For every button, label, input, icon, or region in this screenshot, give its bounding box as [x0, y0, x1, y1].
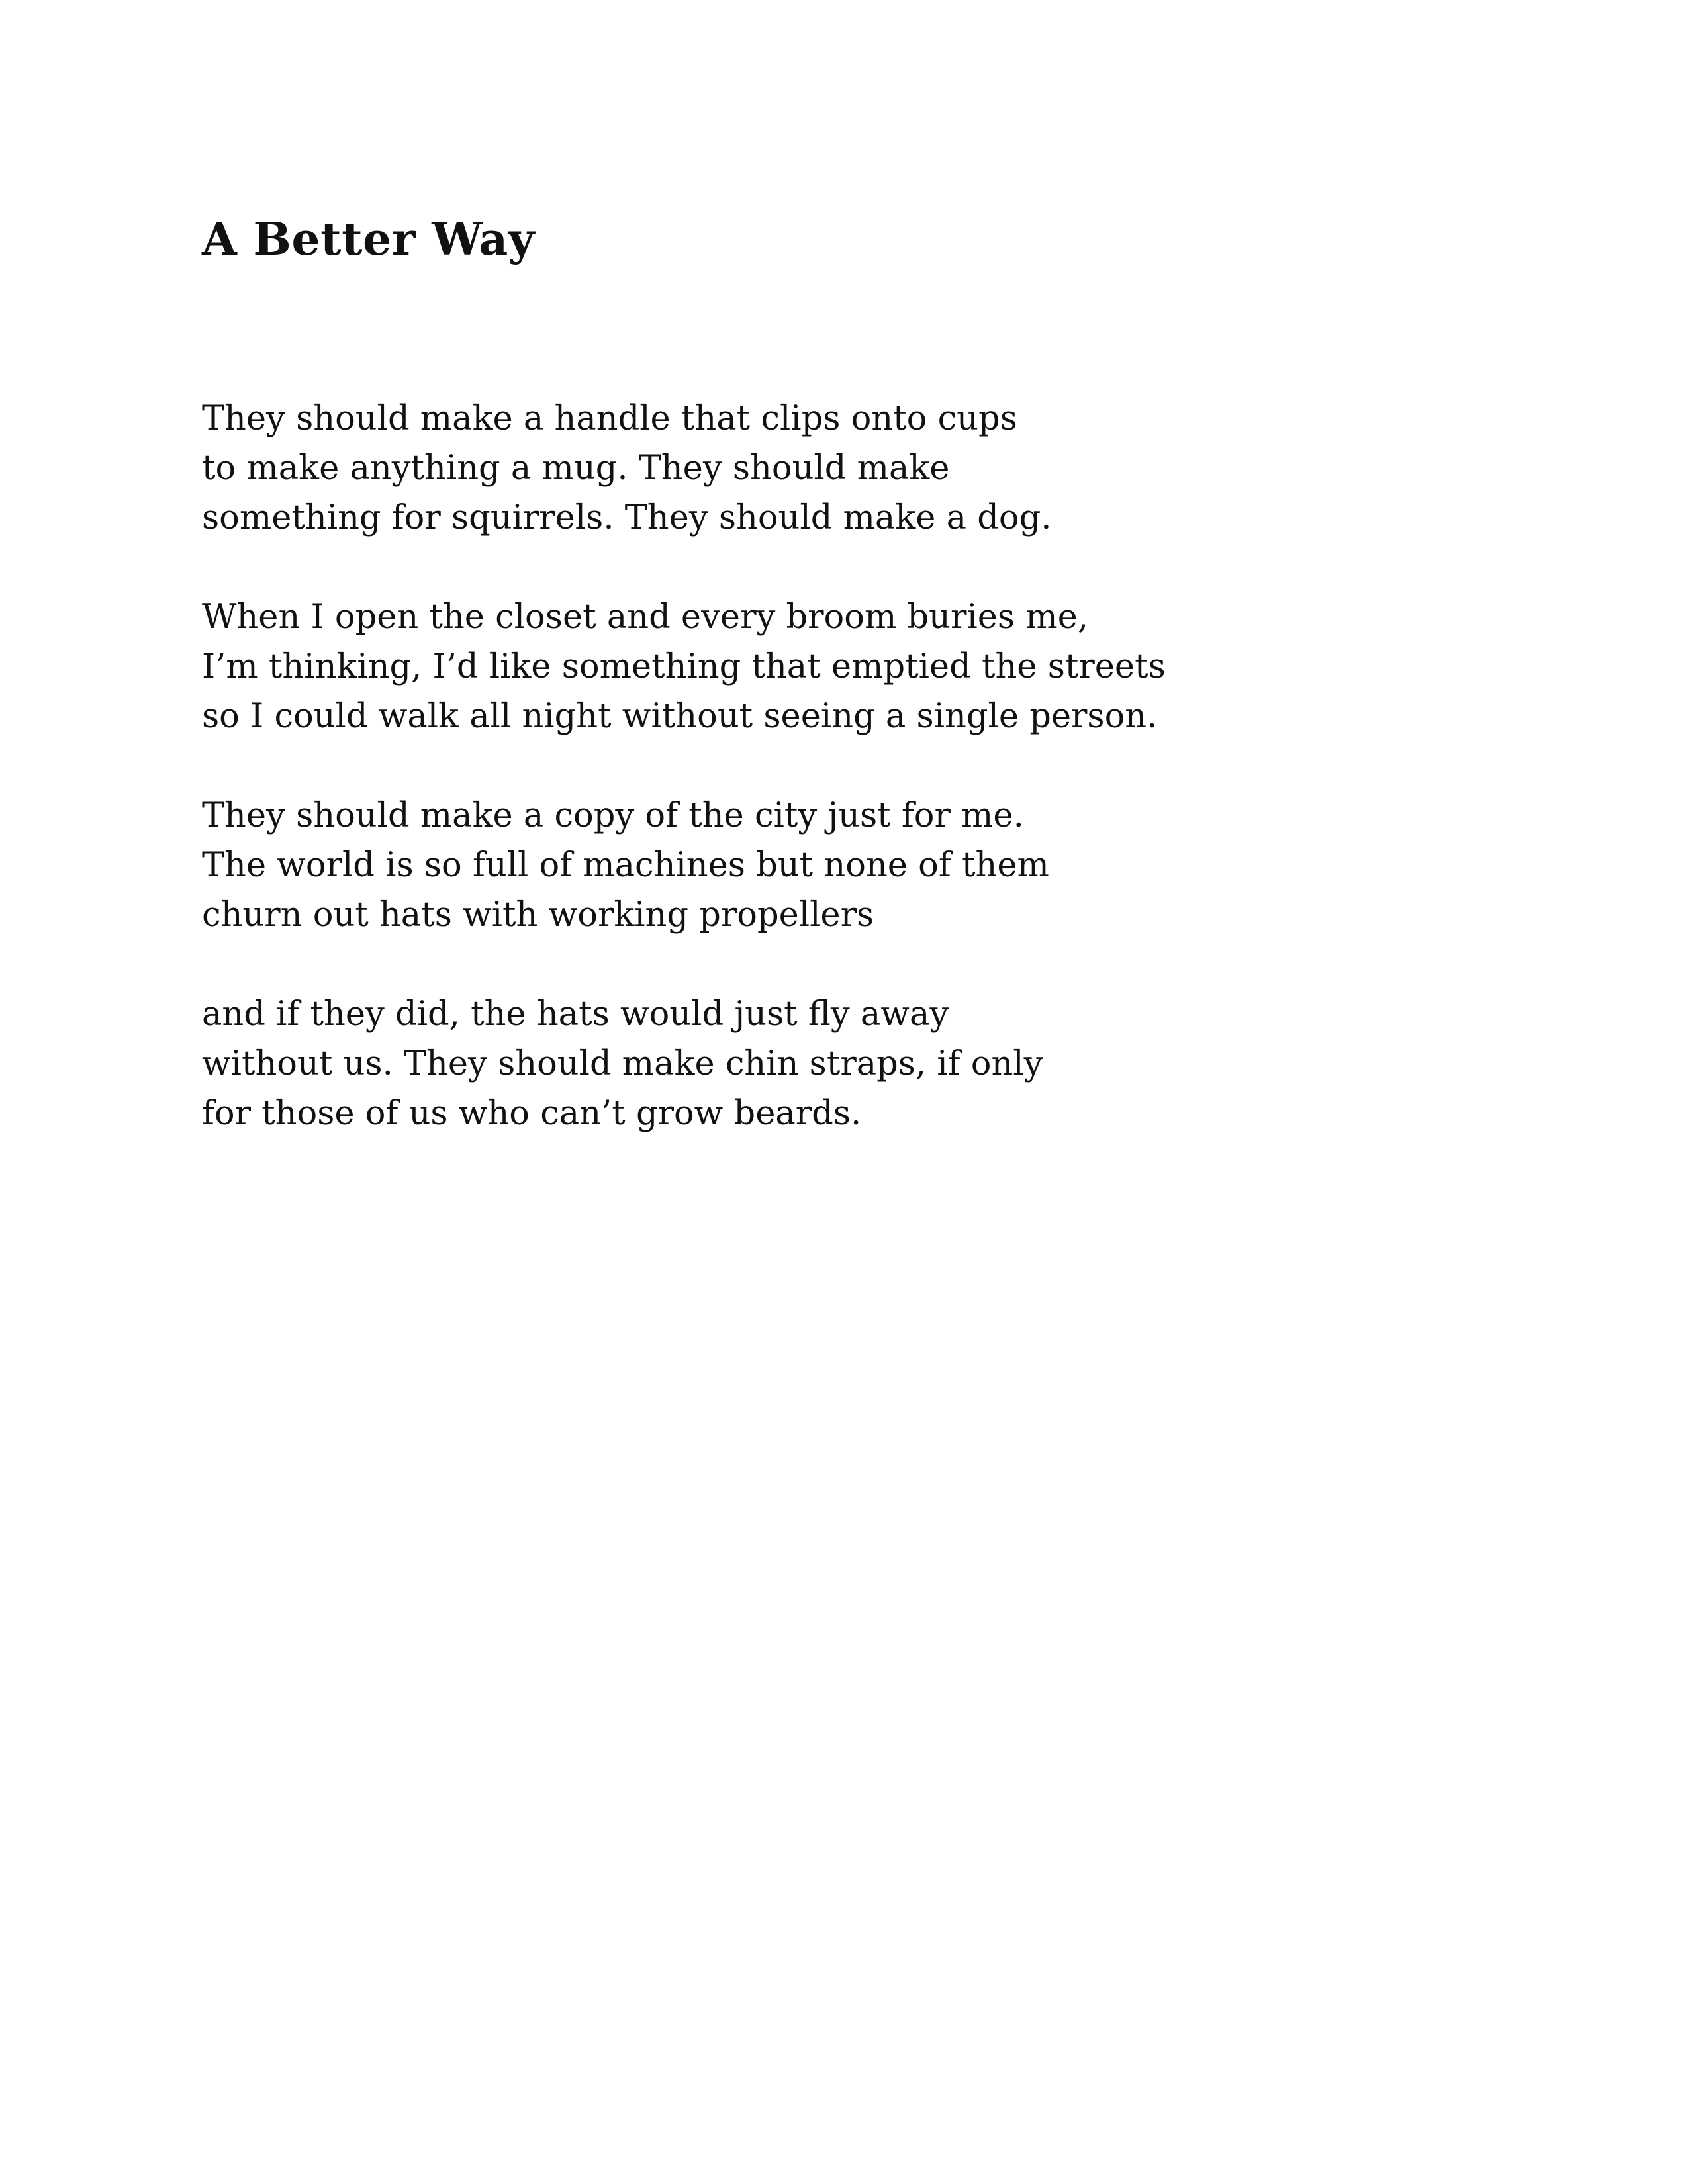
poem-line: I’m thinking, I’d like something that emptied the streets — [202, 647, 1166, 686]
poem-line: They should make a copy of the city just for me. — [202, 796, 1024, 835]
poem-line: to make anything a mug. They should make — [202, 449, 950, 488]
poem-line: and if they did, the hats would just fly away — [202, 995, 949, 1034]
stanza-1 — [202, 394, 1526, 543]
poem-title: A Better Way — [202, 213, 535, 266]
stanza-3 — [202, 791, 1526, 940]
poem-line: something for squirrels. They should make a dog. — [202, 498, 1052, 537]
poem-line: for those of us who can’t grow beards. — [202, 1094, 862, 1133]
poem-line: churn out hats with working propellers — [202, 895, 874, 934]
poem-line: so I could walk all night without seeing a single person. — [202, 697, 1158, 736]
poem-line: without us. They should make chin straps, if only — [202, 1044, 1043, 1083]
poem-body — [202, 394, 1526, 1188]
stanza-2 — [202, 592, 1526, 741]
poem-line: They should make a handle that clips onto cups — [202, 399, 1017, 438]
poem-line: The world is so full of machines but none of them — [202, 846, 1049, 885]
stanza-4 — [202, 989, 1526, 1138]
poem-line: When I open the closet and every broom buries me, — [202, 598, 1089, 637]
